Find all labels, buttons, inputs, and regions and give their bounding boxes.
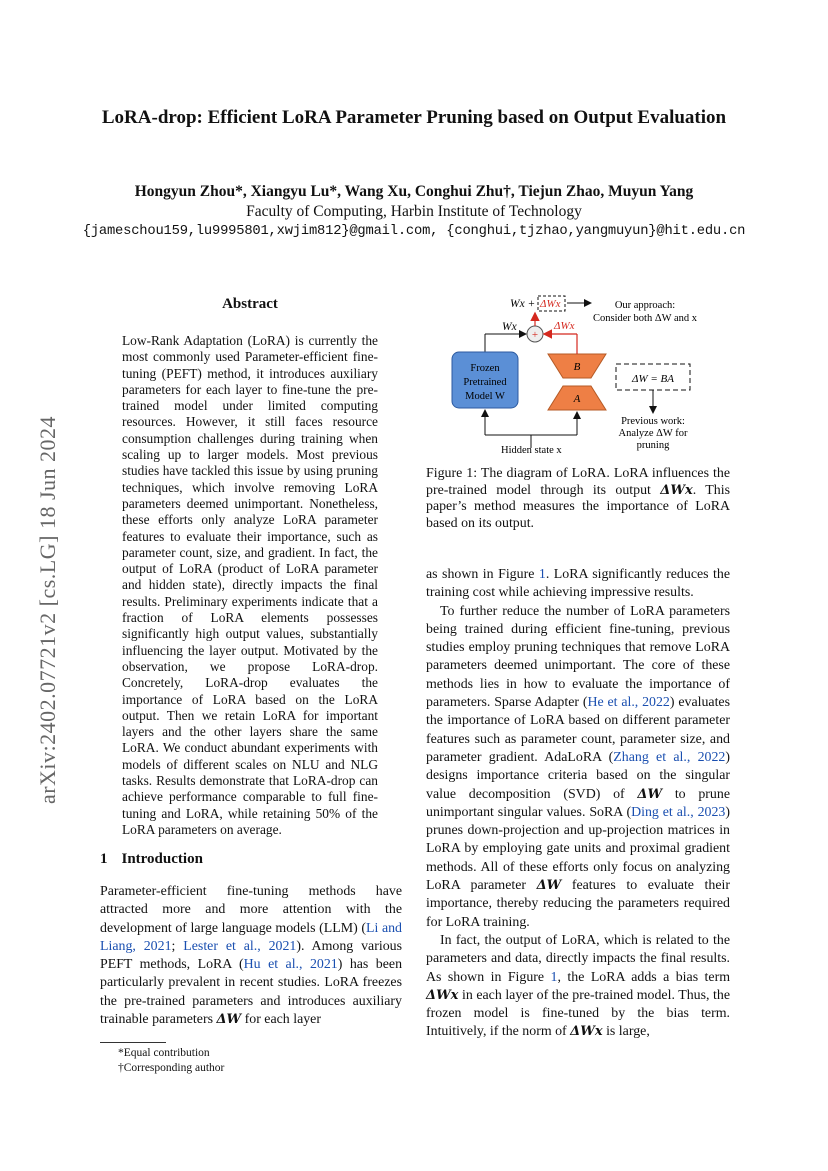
text-run: features to evaluate their importance, thereby reducing the parameters required for LoRA training. <box>426 878 730 930</box>
our-approach-label: Our approach: <box>614 300 676 311</box>
intro-paragraph-2 <box>426 603 730 932</box>
citation-lester[interactable]: Lester et al., 2021 <box>183 938 297 954</box>
math-delta-wx: ΔWx <box>426 987 459 1003</box>
a-label: A <box>573 393 581 405</box>
text-run: for each layer <box>241 1012 321 1028</box>
citation-zhang[interactable]: Zhang et al., 2022 <box>613 749 726 765</box>
previous-work-label: Previous work: <box>621 416 685 427</box>
text-run: Parameter-efficient fine-tuning methods have attracted more and more attention with the development of large language models (LLM) ( <box>100 884 402 936</box>
dwx-label: ΔWx <box>554 320 575 332</box>
text-run: as shown in Figure <box>426 567 539 582</box>
paper-title: LoRA-drop: Efficient LoRA Parameter Pruning based on Output Evaluation <box>101 107 727 128</box>
lora-diagram <box>440 290 730 460</box>
text-run: in each layer of the pre-trained model. Thus, the frozen model is fine-tuned by the bias term. Intuitively, if the norm of <box>426 987 730 1040</box>
intro-paragraph-3 <box>426 932 730 1042</box>
previous-work-detail-1: Analyze ΔW for <box>618 428 688 439</box>
math-delta-w: ΔW <box>216 1012 242 1028</box>
math-delta-wx: ΔWx <box>660 482 693 498</box>
figure-caption <box>426 466 730 532</box>
text-run: . LoRA significantly reduces the training cost while achieving impressive results. <box>426 567 731 601</box>
frozen-label-1: Frozen <box>470 363 500 374</box>
citation-hu[interactable]: Hu et al., 2021 <box>243 957 338 973</box>
previous-work-detail-2: pruning <box>636 440 670 451</box>
text-run: To further reduce the number of LoRA parameters being trained during efficient fine-tuning, previous studies employ pruning techniques that remove LoRA parameters deemed unimportant. The core of these methods lies in how to evaluate the importance of parameters. Sparse Adapter ( <box>426 603 730 711</box>
wx-label: Wx <box>502 321 517 333</box>
text-run: to prune unimportant singular values. SoRA ( <box>426 786 730 820</box>
frozen-label-2: Pretrained <box>463 377 507 388</box>
text-run: is large, <box>602 1024 650 1040</box>
output-dwx-label: ΔWx <box>540 298 561 310</box>
abstract-text: Low-Rank Adaptation (LoRA) is currently the most commonly used Parameter-efficient fine-tuning (PEFT) method, it introduces auxiliary parameters for each layer to fine-tune the pre-trained model under limited computing resources. However, it still faces resource consumption challenges during training when scaling up to larger models. Most previous studies have tackled this issue by using pruning techniques, which involve removing LoRA parameters deemed unimportant. Nonetheless, these efforts only analyze LoRA parameter features to evaluate their importance, such as parameter count, size, and gradient. In fact, the output of LoRA (product of LoRA parameter and hidden state), directly impacts the final results. Preliminary experiments indicate that a fraction of LoRA elements possesses significantly high output values, substantially influencing the layer output. Motivated by the observation, we propose LoRA-drop. Concretely, LoRA-drop evaluates the importance of LoRA based on the LoRA output. Then we retain LoRA for important layers and the other layers share the same LoRA. We conduct abundant experiments with models of different scales on NLU and NLG tasks. Results demonstrate that LoRA-drop can achieve performance comparable to full fine-tuning and LoRA, while retaining 50% of the LoRA parameters on average. <box>122 333 378 837</box>
intro-paragraph-1 <box>100 883 402 1029</box>
author-block <box>60 182 768 242</box>
footnote-divider <box>100 1042 166 1043</box>
figure-ref[interactable]: 1 <box>538 567 546 582</box>
author-emails: {jameschou159,lu9995801,xwjim812}@gmail.com, {conghui,tjzhao,yangmuyun}@hit.edu.cn <box>82 224 746 239</box>
math-delta-w: ΔW <box>637 786 663 802</box>
text-run: ) designs importance criteria based on the singular value decomposition (SVD) of <box>426 749 730 802</box>
text-run: ). Among various PEFT methods, LoRA ( <box>100 938 402 973</box>
author-names: Hongyun Zhou*, Xiangyu Lu*, Wang Xu, Conghui Zhu†, Tiejun Zhao, Muyun Yang <box>134 183 694 200</box>
output-wx-label: Wx + <box>510 298 536 310</box>
citation-li-liang[interactable]: Li and Liang, 2021 <box>100 920 403 954</box>
figure-ref[interactable]: 1 <box>550 969 558 985</box>
citation-he[interactable]: He et al., 2022 <box>587 695 670 711</box>
plus-sign: + <box>531 329 539 341</box>
footnote-equal-contribution: *Equal contribution <box>118 1047 210 1059</box>
text-run: In fact, the output of LoRA, which is related to the parameters and data, directly impacts the final results. As shown in Figure <box>426 932 730 985</box>
text-run: . This paper’s method measures the importance of LoRA based on its output. <box>426 482 730 531</box>
affiliation: Faculty of Computing, Harbin Institute of Technology <box>246 203 582 220</box>
math-delta-w: ΔW <box>536 878 562 894</box>
math-delta-wx: ΔWx <box>570 1024 603 1040</box>
abstract-heading: Abstract <box>222 296 278 312</box>
text-run: ) evaluates the importance of LoRA based on different parameter features such as parameter count, parameter size, and parameter gradient. AdaLoRA ( <box>426 695 731 765</box>
text-run: ; <box>171 938 184 954</box>
text-run: ) prunes down-projection and up-projection matrices in LoRA by employing gate units and proximal gradient methods. All of these efforts only focus on analyzing LoRA parameter <box>426 804 730 894</box>
section-title: Introduction <box>121 851 203 867</box>
intro-right-column <box>426 566 730 1042</box>
section-number: 1 <box>100 851 108 867</box>
section-heading-introduction <box>100 851 217 868</box>
b-label: B <box>573 361 581 373</box>
citation-ding[interactable]: Ding et al., 2023 <box>631 804 726 820</box>
intro-paragraph-1-continued <box>426 566 730 603</box>
intro-left-column <box>100 883 402 1029</box>
our-approach-detail: Consider both ΔW and x <box>593 313 697 324</box>
text-run: ) has been particularly prevalent in recent studies. LoRA freezes the pre-trained parameters and introduces auxiliary trainable parameters <box>100 957 403 1028</box>
hidden-state-label: Hidden state x <box>501 445 562 456</box>
text-run: Figure 1: The diagram of LoRA. LoRA influences the pre-trained model through its output <box>426 466 730 498</box>
text-run: , the LoRA adds a bias term <box>557 969 730 985</box>
footnotes <box>118 1046 224 1076</box>
arxiv-watermark: arXiv:2402.07721v2 [cs.LG] 18 Jun 2024 <box>35 415 60 805</box>
dw-equation: ΔW = BA <box>632 373 674 385</box>
frozen-label-3: Model W <box>465 391 505 402</box>
footnote-corresponding-author: †Corresponding author <box>118 1062 225 1074</box>
